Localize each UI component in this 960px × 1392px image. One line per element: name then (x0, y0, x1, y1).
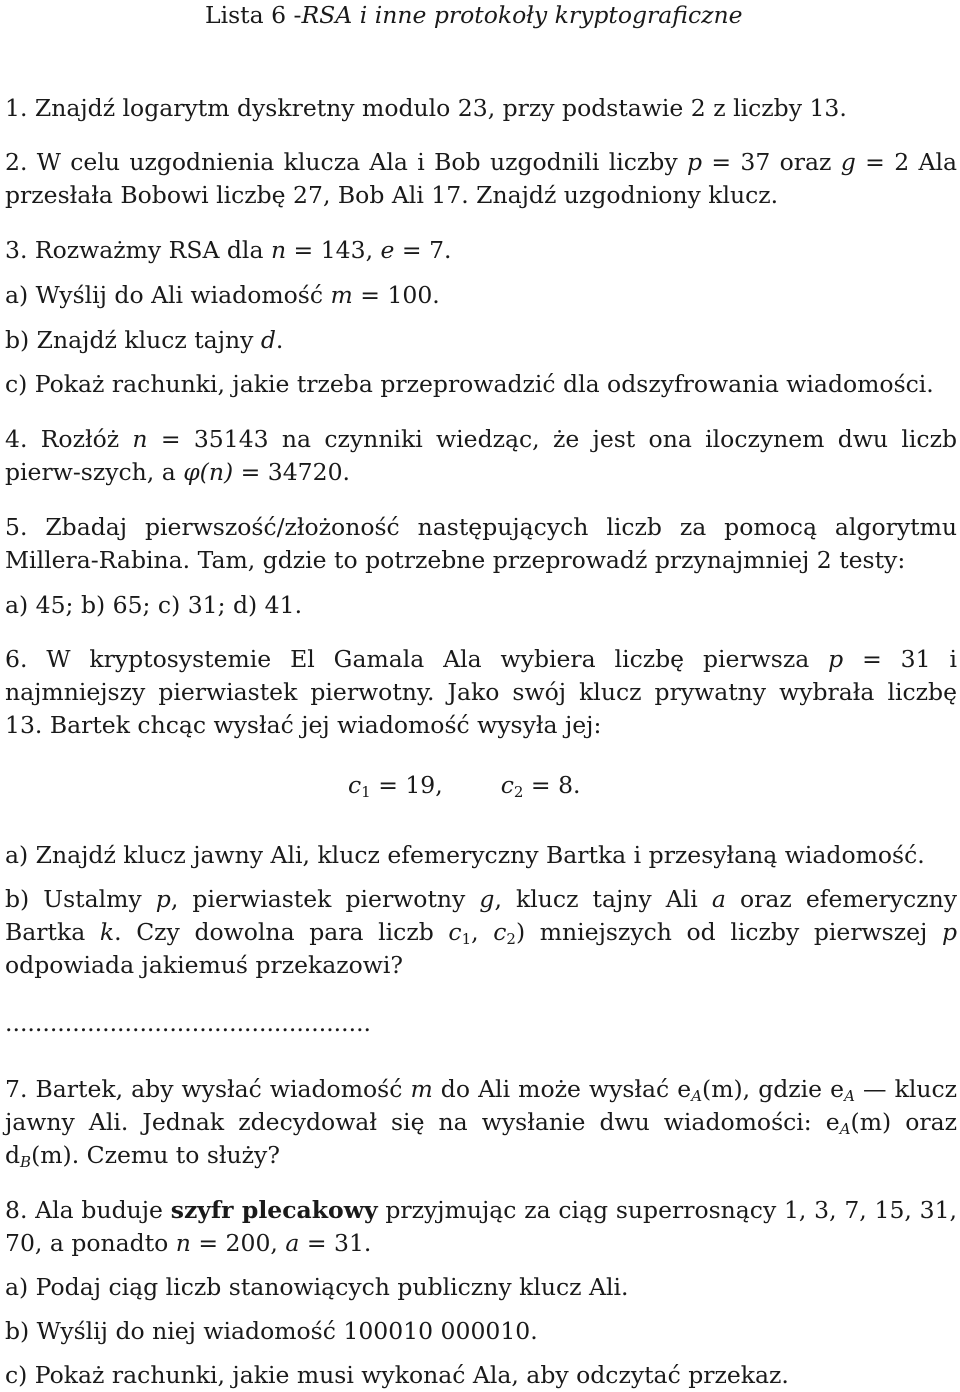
problem-2-text: = 2 Ala przesłała Bobowi liczbę 27, Bob Ali 17. Znajdź uzgodniony klucz. (5, 148, 957, 209)
problem-2-text: = 37 oraz (702, 148, 841, 176)
problem-7-text: (m), gdzie e (702, 1075, 845, 1103)
problem-6b-text: . Czy dowolna para liczb (114, 918, 449, 946)
subscript-2: 2 (506, 930, 516, 948)
problem-5 (5, 511, 957, 577)
var-a: a (711, 885, 726, 913)
problem-8-text: = 200, (190, 1229, 286, 1257)
subscript-A: A (844, 1087, 855, 1105)
var-c: c (348, 771, 362, 799)
problem-4-text: 4. Rozłóż (5, 425, 133, 453)
title-prefix: Lista 6 - (205, 1, 302, 29)
subscript-1: 1 (461, 930, 472, 948)
problem-7-text: (m) oraz d (5, 1108, 958, 1169)
problem-3-text: = 7. (394, 236, 452, 264)
problem-5-text: 5. Zbadaj pierwszość/złożoność następujących liczb za pomocą algorytmu Millera-Rabina. Tam, gdzie to potrzebne przeprowadź przynajmniej 2 testy: (5, 513, 957, 574)
problem-8b (5, 1315, 957, 1348)
problem-6b-text: b) Ustalmy (5, 885, 156, 913)
problem-3b (5, 324, 957, 357)
problem-6-text: = 31 i najmniejszy pierwiastek pierwotny. Jako swój klucz prywatny wybrała liczbę 13. Bartek chcąc wysłać jej wiadomość wysyła jej: (5, 645, 957, 739)
var-c: c (493, 918, 507, 946)
var-phi-n: φ(n) (183, 458, 234, 486)
bold-term: szyfr plecakowy (170, 1196, 378, 1224)
problem-7-text: (m). Czemu to służy? (31, 1141, 280, 1169)
problem-6 (5, 643, 957, 742)
var-n: n (132, 425, 148, 453)
problem-3b-text: . (275, 326, 284, 354)
problem-8b-text: b) Wyślij do niej wiadomość 100010 000010. (5, 1317, 538, 1345)
subscript-B: B (20, 1153, 32, 1171)
equation-c2: = 8. (523, 771, 581, 799)
separator (5, 1007, 957, 1040)
problem-3-text: = 143, (286, 236, 381, 264)
problem-7 (5, 1073, 957, 1172)
problem-6-equation (348, 769, 748, 802)
problem-2-text: 2. W celu uzgodnienia klucza Ala i Bob uzgodnili liczby (5, 148, 687, 176)
problem-6b-text: ) mniejszych od liczby pierwszej (515, 918, 942, 946)
problem-3-text: 3. Rozważmy RSA dla (5, 236, 271, 264)
problem-6-text: 6. W kryptosystemie El Gamala Ala wybiera liczbę pierwsza (5, 645, 829, 673)
problem-6a-text: a) Znajdź klucz jawny Ali, klucz efemeryczny Bartka i przesyłaną wiadomość. (5, 841, 925, 869)
problem-8c-text: c) Pokaż rachunki, jakie musi wykonać Ala, aby odczytać przekaz. (5, 1361, 789, 1389)
problem-7-text: — klucz jawny Ali. Jednak zdecydował się na wysłanie dwu wiadomości: e (5, 1075, 958, 1136)
comma: , (471, 918, 494, 946)
problem-3a-text: = 100. (352, 281, 440, 309)
problem-6b-text: odpowiada jakiemuś przekazowi? (5, 951, 404, 979)
subscript-1: 1 (361, 783, 371, 801)
subscript-A: A (839, 1120, 851, 1138)
var-n: n (270, 236, 287, 264)
problem-3c-text: c) Pokaż rachunki, jakie trzeba przeprowadzić dla odszyfrowania wiadomości. (5, 370, 934, 398)
problem-3a-text: a) Wyślij do Ali wiadomość (5, 281, 331, 309)
problem-6b-text: , pierwiastek pierwotny (170, 885, 480, 913)
var-k: k (99, 918, 115, 946)
problem-5-items (5, 589, 957, 622)
problem-1-text: 1. Znajdź logarytm dyskretny modulo 23, przy podstawie 2 z liczby 13. (5, 94, 847, 122)
problem-3b-text: b) Znajdź klucz tajny (5, 326, 261, 354)
problem-6b (5, 883, 957, 982)
page-title (205, 0, 765, 30)
var-c: c (448, 918, 462, 946)
var-d: d (260, 326, 276, 354)
problem-8-text: = 31. (299, 1229, 372, 1257)
problem-7-text: 7. Bartek, aby wysłać wiadomość (5, 1075, 411, 1103)
problem-6b-text: , klucz tajny Ali (494, 885, 712, 913)
problem-4-text: = 35143 na czynniki wiedząc, że jest ona iloczynem dwu liczb pierw-szych, a (5, 425, 957, 486)
problem-7-text: do Ali może wysłać e (432, 1075, 692, 1103)
var-n: n (175, 1229, 191, 1257)
equation-c1: = 19, (370, 771, 443, 799)
var-p: p (686, 148, 703, 176)
subscript-2: 2 (513, 783, 524, 801)
problem-4 (5, 423, 957, 489)
problem-3c (5, 368, 957, 401)
var-m: m (330, 281, 353, 309)
var-c: c (500, 771, 514, 799)
problem-8a (5, 1271, 957, 1304)
problem-8c (5, 1359, 957, 1392)
var-e: e (380, 236, 395, 264)
subscript-A: A (691, 1087, 703, 1105)
problem-3a (5, 279, 957, 312)
var-g: g (840, 148, 856, 176)
var-g: g (479, 885, 495, 913)
problem-6b-text: oraz efemeryczny Bartka (5, 885, 958, 946)
var-p: p (941, 918, 957, 946)
separator-dots: ................................................. (5, 1009, 372, 1037)
problem-8a-text: a) Podaj ciąg liczb stanowiących publiczny klucz Ali. (5, 1273, 629, 1301)
problem-6a (5, 839, 957, 872)
problem-1 (5, 92, 957, 125)
problem-8-text: 8. Ala buduje (5, 1196, 171, 1224)
var-p: p (828, 645, 844, 673)
var-a: a (285, 1229, 300, 1257)
problem-8 (5, 1194, 957, 1260)
var-m: m (410, 1075, 433, 1103)
problem-2 (5, 146, 957, 212)
title-italic: RSA i inne protokoły kryptograficzne (301, 1, 743, 29)
problem-4-text: = 34720. (233, 458, 350, 486)
problem-5-items-text: a) 45; b) 65; c) 31; d) 41. (5, 591, 303, 619)
problem-8-text: przyjmując za ciąg superrosnący 1, 3, 7, 15, 31, 70, a ponadto (5, 1196, 957, 1257)
problem-3 (5, 234, 957, 267)
var-p: p (155, 885, 171, 913)
